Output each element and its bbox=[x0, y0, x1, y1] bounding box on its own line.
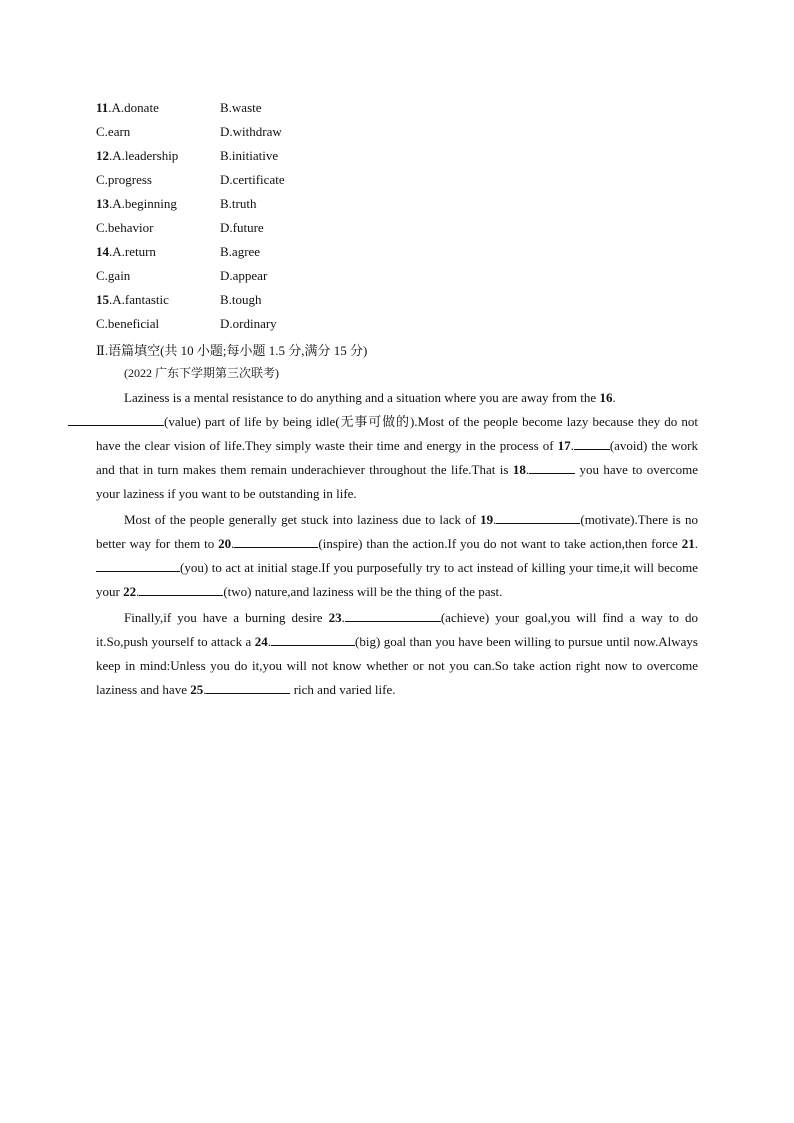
option-d: D.certificate bbox=[220, 172, 285, 187]
question-number: 13 bbox=[96, 196, 109, 211]
option-c: C.earn bbox=[96, 124, 131, 139]
option-row bbox=[96, 122, 396, 146]
option-c: C.behavior bbox=[96, 220, 154, 235]
question-number: 20 bbox=[218, 536, 232, 551]
answer-blank-16[interactable] bbox=[68, 411, 164, 426]
question-number: 23 bbox=[328, 610, 342, 625]
option-row bbox=[96, 218, 396, 242]
option-a: .A.beginning bbox=[109, 196, 177, 211]
answer-blank-25[interactable] bbox=[206, 679, 290, 694]
question-number: 25 bbox=[190, 682, 204, 697]
answer-blank-20[interactable] bbox=[234, 533, 318, 548]
option-a: .A.fantastic bbox=[109, 292, 169, 307]
option-row bbox=[96, 194, 396, 218]
option-row bbox=[96, 98, 396, 122]
option-d: D.withdraw bbox=[220, 124, 282, 139]
question-number: 11 bbox=[96, 100, 109, 115]
question-number: 24 bbox=[254, 634, 268, 649]
option-b: B.truth bbox=[220, 196, 257, 211]
option-b: B.agree bbox=[220, 244, 261, 259]
paragraph-3: Finally,if you have a burning desire 23. (achieve) your goal,you will find a way to do it.So,push yourself to attack a 24. (big) goal than you have been willing to pursue until now.Always keep in mind:Unless you do it,you will not know whether or not you can.So take action right now to overcome laziness and have 25. rich and varied life. bbox=[96, 606, 698, 702]
option-row bbox=[96, 266, 396, 290]
question-number: 21 bbox=[681, 536, 695, 551]
answer-blank-17[interactable] bbox=[574, 435, 610, 450]
option-c: C.beneficial bbox=[96, 316, 160, 331]
answer-blank-19[interactable] bbox=[496, 509, 580, 524]
option-b: B.waste bbox=[220, 100, 262, 115]
option-b: B.initiative bbox=[220, 148, 279, 163]
question-number: 22 bbox=[123, 584, 137, 599]
question-number: 12 bbox=[96, 148, 109, 163]
question-number: 14 bbox=[96, 244, 109, 259]
question-number: 15 bbox=[96, 292, 109, 307]
section-title: Ⅱ.语篇填空(共 10 小题;每小题 1.5 分,满分 15 分) bbox=[96, 343, 368, 358]
source-note: (2022 广东下学期第三次联考) bbox=[124, 366, 279, 380]
option-c: C.progress bbox=[96, 172, 152, 187]
answer-blank-18[interactable] bbox=[529, 459, 575, 474]
question-number: 17 bbox=[557, 438, 571, 453]
option-c: C.gain bbox=[96, 268, 131, 283]
paragraph-2: Most of the people generally get stuck into laziness due to lack of 19. (motivate).There is no better way for them to 20. (inspire) than the action.If you do not want to take action,then force 21.(you) to act at initial stage.If you purposefully try to act instead of killing your time,it will become your 22. (two) nature,and laziness will be the thing of the past. bbox=[96, 508, 698, 604]
option-d: D.ordinary bbox=[220, 316, 277, 331]
question-number: 19 bbox=[480, 512, 494, 527]
option-d: D.appear bbox=[220, 268, 268, 283]
option-d: D.future bbox=[220, 220, 264, 235]
question-number: 18 bbox=[512, 462, 526, 477]
option-a: .A.leadership bbox=[109, 148, 179, 163]
option-row bbox=[96, 314, 396, 338]
option-row bbox=[96, 146, 396, 170]
question-number: 16 bbox=[599, 390, 613, 405]
option-row bbox=[96, 170, 396, 194]
option-row bbox=[96, 290, 396, 314]
passage bbox=[96, 386, 698, 704]
paragraph-1: Laziness is a mental resistance to do anything and a situation where you are away from the 16. (value) part of life by being idle(无事可做的).Most of the people become lazy because they do not have the clear vision of life.They simply waste their time and energy in the process of 17. (avoid) the work and that in turn makes them remain underachiever throughout the life.That is 18. you have to overcome your laziness if you want to be outstanding in life. bbox=[96, 386, 698, 506]
option-a: .A.return bbox=[109, 244, 156, 259]
option-row bbox=[96, 242, 396, 266]
answer-blank-21[interactable] bbox=[96, 557, 180, 572]
option-b: B.tough bbox=[220, 292, 262, 307]
answer-blank-23[interactable] bbox=[345, 607, 441, 622]
option-a: .A.donate bbox=[108, 100, 159, 115]
answer-blank-24[interactable] bbox=[271, 631, 355, 646]
options-list bbox=[96, 98, 396, 338]
answer-blank-22[interactable] bbox=[139, 581, 223, 596]
